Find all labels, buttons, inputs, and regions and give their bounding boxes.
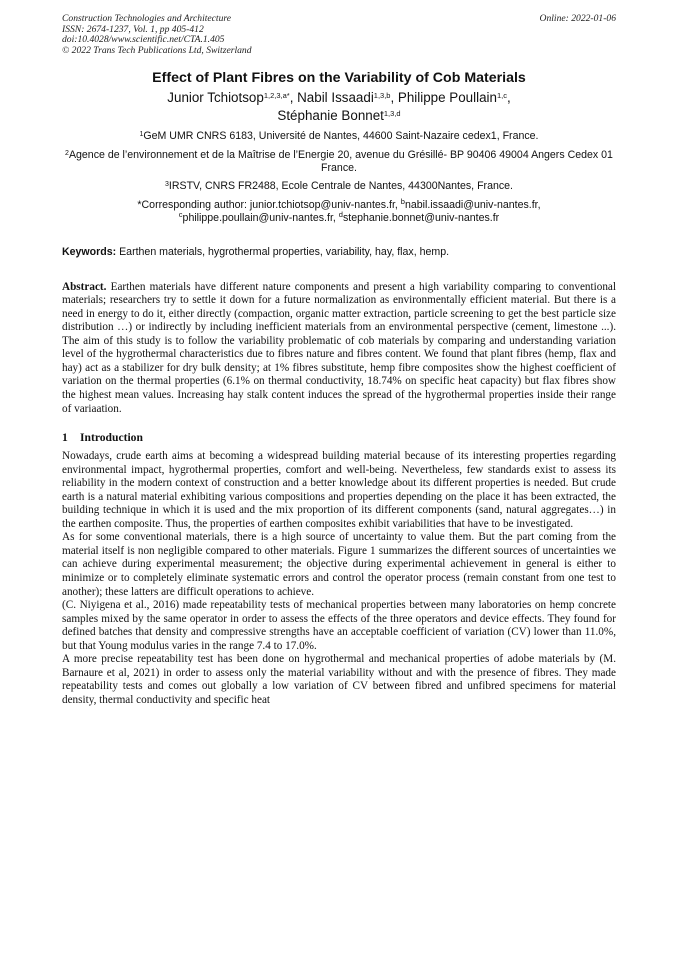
abstract-text: Earthen materials have different nature components and present a high variability comparing to conventional materials; researchers try to settle it down for a future normalization as environmentally efficient material. But there is a need in energy to do it, either directly (compaction, organic matter extraction, particle screening to get the best particle size distribution …) or indirectly by including inefficient materials from an environmental perspective (cement, limestone ...). The aim of this study is to follow the variability problematic of cob materials by comparing and understanding variation level of the hygrothermal characteristics due to fibres nature and fibres content. We found that plant fibres (hemp, flax and hay) act as a stabilizer for dry bulk density; at 1% fibres substitute, hemp fibre composites show the highest coefficient of variation on the thermal properties (6.1% on thermal conductivity, 18.74% on specific heat capacity) but flax fibres show the highest mean values. Increasing hay stalk content induces the spread of the hygrothermal properties inside their range of variaation. (62, 280, 616, 415)
author-sup: 1,3,b (373, 91, 391, 101)
author-name: , Nabil Issaadi (289, 90, 374, 106)
affiliation-sup: 2 (65, 149, 69, 157)
author-name: Stéphanie Bonnet (277, 108, 384, 124)
affiliation-text: Agence de l’environnement et de la Maîtrise de l’Energie 20, avenue du Grésillé- BP 90406 49004 Angers Cedex 01 France. (68, 148, 613, 174)
author-sep: , (506, 90, 511, 106)
corresponding-emails (62, 199, 616, 225)
author-sup: 1,2,3,a* (263, 91, 290, 101)
paragraph: A more precise repeatability test has been done on hygrothermal and mechanical properties of adobe materials by (M. Barnaure et al, 2021) in order to assess only the material variability without and with the presence of fibres. They made repeatability tests and comes out globally a low variation of CV between fibred and unfibred specimens for material density, thermal conductivity and specific heat (62, 653, 616, 706)
email-link[interactable]: nabil.issaadi@univ-nantes.fr, (404, 199, 541, 212)
author-list (62, 89, 616, 125)
author-line-2 (62, 107, 616, 125)
affiliation (62, 130, 616, 143)
keywords-text: Earthen materials, hygrothermal properties, variability, hay, flax, hemp. (116, 245, 450, 258)
email-sup: c (178, 210, 183, 220)
email-sup: d (338, 210, 343, 220)
paragraph: Nowadays, crude earth aims at becoming a widespread building material because of its interesting properties regarding environmental impact, hygrothermal properties, comfort and well-being. Nevertheless, few standards exist to assess its reliability in the modern context of construction and a better knowledge about its different properties is needed. But crude earth is a natural material exhibiting various compositions and properties depending on the place it has been extracted, the building technique in which it is used and the mix proportion of its different components (sand, natural aggregates…) in the earthen composite. Thus, the properties of earthen composites exhibit variabilities that have to be investigated. (62, 450, 616, 530)
affiliation (62, 149, 616, 175)
email-sup: b (400, 197, 405, 207)
abstract (62, 281, 616, 416)
doi-line: doi:10.4028/www.scientific.net/CTA.1.405 (62, 34, 225, 46)
email-link[interactable]: stephanie.bonnet@univ-nantes.fr (342, 212, 500, 225)
affiliation (62, 180, 616, 193)
author-name: , Philippe Poullain (390, 90, 497, 106)
abstract-label: Abstract. (62, 280, 107, 293)
section-title: Introduction (80, 431, 143, 445)
paragraph: As for some conventional materials, there is a high source of uncertainty to value them. But the part coming from the material itself is non negligible compared to other materials. Figure 1 summarizes the different sources of uncertainties we can achieve during experimental measurement; the objective during experimental achievement in general is either to minimize or to completely eliminate systematic errors and control the operator process (remain constant from one test to another); these latters are difficult operations to achieve. (62, 531, 616, 598)
author-name: Junior Tchiotsop (167, 90, 264, 106)
affiliation-sup: 3 (165, 180, 169, 188)
paragraph: (C. Niyigena et al., 2016) made repeatability tests of mechanical properties between many laboratories on hemp concrete samples mixed by the same operator in order to assess the effects of the three operators and device effects. They found for defined batches that density and compressive strengths have an acceptable coefficient of variation (CV) lower than 11.0%, but that Young modulus varies in the range 7.4 to 17.0%. (62, 599, 616, 652)
affiliation-text: GeM UMR CNRS 6183, Université de Nantes, 44600 Saint-Nazaire cedex1, France. (143, 130, 539, 143)
author-line-1 (62, 89, 616, 107)
section-heading (62, 431, 616, 444)
copyright-line: © 2022 Trans Tech Publications Ltd, Switzerland (62, 44, 252, 56)
author-sup: 1,3,d (383, 109, 401, 119)
affiliation-text: IRSTV, CNRS FR2488, Ecole Centrale de Nantes, 44300Nantes, France. (168, 179, 513, 192)
keywords (62, 246, 616, 259)
issn-line: ISSN: 2674-1237, Vol. 1, pp 405-412 (62, 23, 204, 35)
author-sup: 1,c (496, 91, 507, 101)
paper-title: Effect of Plant Fibres on the Variability of Cob Materials (152, 70, 526, 87)
email-link[interactable]: philippe.poullain@univ-nantes.fr, (182, 212, 339, 225)
section-number: 1 (62, 431, 68, 445)
email-lead: *Corresponding author: junior.tchiotsop@univ-nantes.fr, (137, 199, 401, 212)
journal-header (62, 14, 616, 56)
journal-name: Construction Technologies and Architecture (62, 13, 232, 24)
affiliation-sup: 1 (139, 131, 144, 139)
keywords-label: Keywords: (62, 245, 117, 258)
online-date: Online: 2022-01-06 (539, 13, 616, 24)
